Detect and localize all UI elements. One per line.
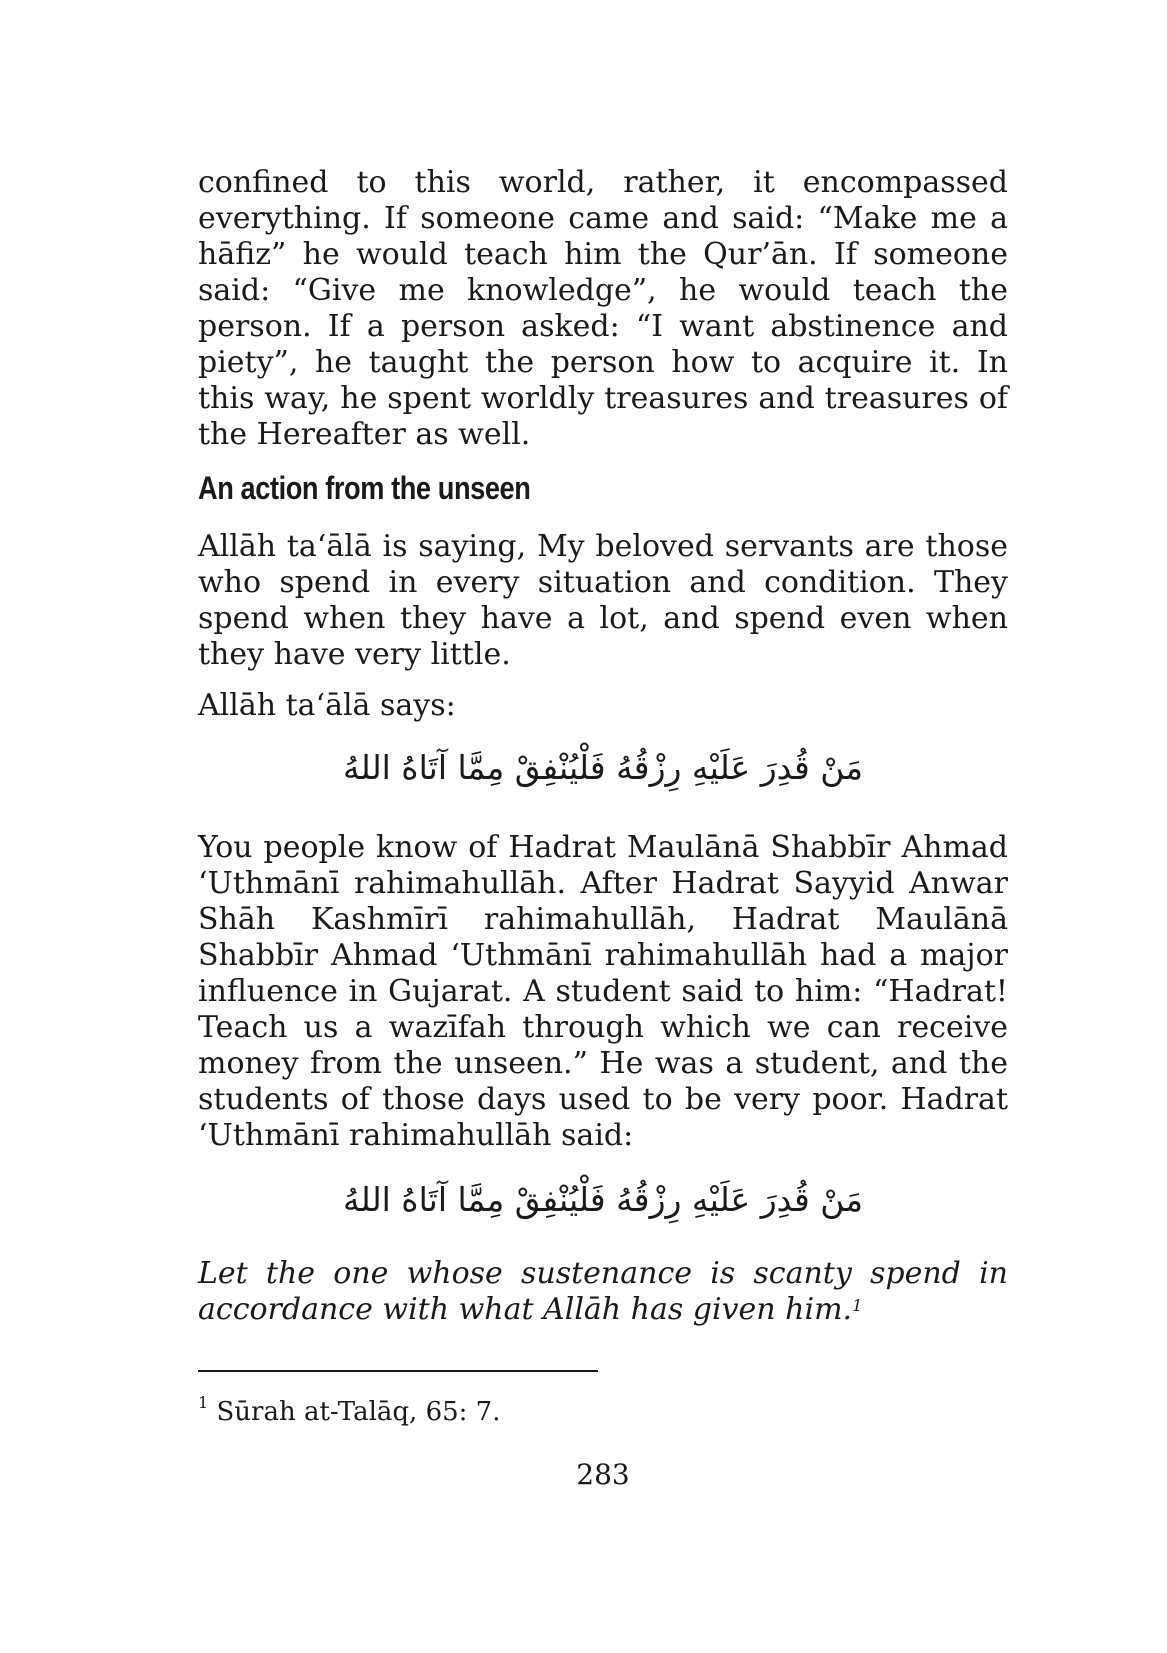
footnote-text: Sūrah at-Talāq, 65: 7. (216, 1397, 501, 1427)
footnote (198, 1393, 501, 1427)
footnote-ref[interactable]: 1 (852, 1296, 863, 1315)
footnote-divider (198, 1370, 598, 1372)
paragraph-3: Allāh ta‘ālā says: (198, 688, 456, 723)
footnote-number: 1 (198, 1393, 209, 1412)
paragraph-1: confined to this world, rather, it encompassed everything. If someone came and said: “Make me a hāfiz” he would teach him the Qur’ān. If someone said: “Give me knowledge”, he would teach the person. If a person asked: “I want abstinence and piety”, he taught the person how to acquire it. In this way, he spent worldly treasures and treasures of the Hereafter as well. (198, 165, 1008, 452)
translation-text: Let the one whose sustenance is scanty spend in accordance with what Allāh has given him. (198, 1256, 1008, 1327)
translation-paragraph (198, 1256, 1008, 1328)
paragraph-4: You people know of Hadrat Maulānā Shabbīr Ahmad ‘Uthmānī rahimahullāh. After Hadrat Sayyid Anwar Shāh Kashmīrī rahimahullāh, Hadrat Maulānā Shabbīr Ahmad ‘Uthmānī rahimahullāh had a major influence in Gujarat. A student said to him: “Hadrat! Teach us a wazīfah through which we can receive money from the unseen.” He was a student, and the students of those days used to be very poor. Hadrat ‘Uthmānī rahimahullāh said: (198, 830, 1008, 1153)
arabic-verse-2: مَنْ قُدِرَ عَلَيْهِ رِزْقُهُ فَلْيُنْفِقْ مِمَّا آتَاهُ اللهُ (342, 1180, 864, 1219)
page-number: 283 (576, 1458, 630, 1491)
section-heading: An action from the unseen (198, 470, 531, 506)
paragraph-2: Allāh ta‘ālā is saying, My beloved servants are those who spend in every situation and condition. They spend when they have a lot, and spend even when they have very little. (198, 529, 1008, 672)
arabic-verse-1: مَنْ قُدِرَ عَلَيْهِ رِزْقُهُ فَلْيُنْفِقْ مِمَّا آتَاهُ اللهُ (342, 748, 864, 787)
